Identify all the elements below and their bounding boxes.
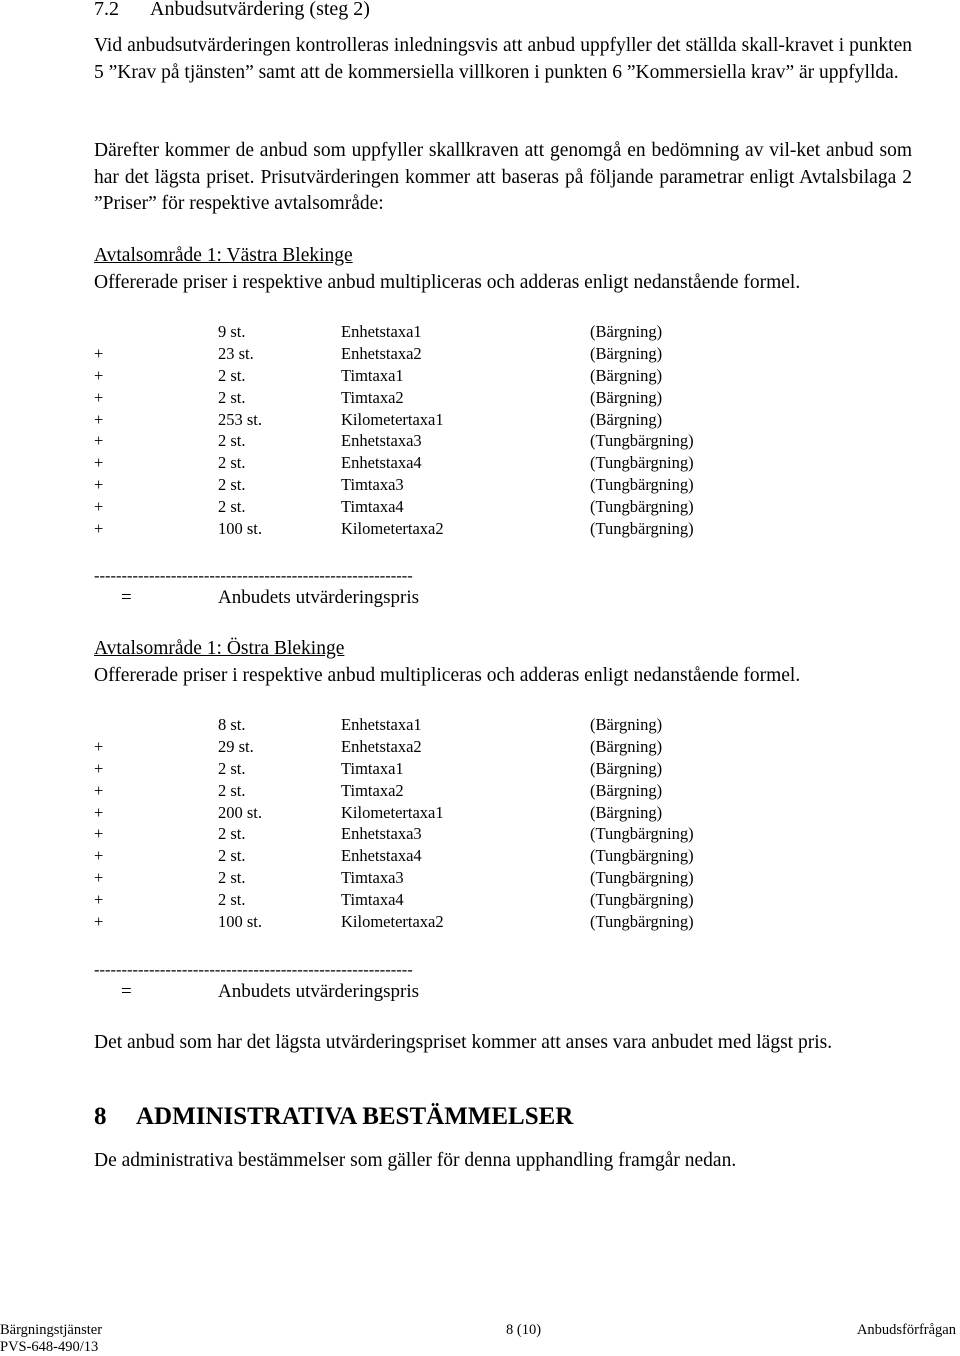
formula-quantity: 9 st. [218,322,246,341]
formula-quantity: 29 st. [218,736,254,756]
formula-rate-type: (Tungbärgning) [590,519,694,539]
formula-operator: + [94,409,104,429]
formula-rate-type: (Bärgning) [590,802,663,822]
footer-right: Anbudsförfrågan [856,1322,956,1338]
formula-rate-name: Kilometertaxa1 [341,802,444,822]
formula-quantity: 200 st. [218,802,263,822]
formula-rate-type: (Tungbärgning) [590,824,694,844]
area1-divider: ---------------------------------------------------------- [94,566,413,585]
formula-operator: + [94,365,104,385]
formula-rate-type: (Tungbärgning) [590,453,694,473]
formula-row [94,824,794,846]
conclusion-paragraph: Det anbud som har det lägsta utvärderingspriset kommer att anses vara anbudet med lägst pris. [94,1032,833,1053]
formula-row [94,453,794,475]
area2-description: Offererade priser i respektive anbud multipliceras och adderas enligt nedanstående formel. [94,665,801,686]
formula-operator: + [94,890,104,910]
section-title: Anbudsutvärdering (steg 2) [150,0,370,20]
formula-row [94,475,794,497]
formula-rate-type: (Bärgning) [590,343,663,363]
formula-operator: + [94,736,104,756]
formula-rate-name: Timtaxa4 [341,497,404,517]
formula-rate-name: Enhetstaxa2 [341,343,422,363]
formula-row [94,737,794,759]
formula-rate-name: Enhetstaxa1 [341,322,422,341]
formula-row [94,410,794,432]
formula-row [94,497,794,519]
formula-quantity: 2 st. [218,824,246,844]
footer-left: Bärgningstjänster [0,1322,103,1338]
formula-rate-type: (Tungbärgning) [590,497,694,517]
formula-operator: + [94,846,104,866]
formula-row [94,388,794,410]
formula-rate-type: (Bärgning) [590,780,663,800]
formula-operator: + [94,387,104,407]
formula-operator: + [94,802,104,822]
formula-rate-name: Kilometertaxa2 [341,912,444,932]
formula-rate-name: Enhetstaxa2 [341,736,422,756]
formula-row [94,715,794,737]
formula-row [94,759,794,781]
formula-row [94,322,794,344]
formula-row [94,846,794,868]
formula-rate-name: Timtaxa2 [341,387,404,407]
formula-quantity: 2 st. [218,868,246,888]
formula-operator: + [94,519,104,539]
formula-operator: + [94,453,104,473]
formula-rate-type: (Tungbärgning) [590,890,694,910]
formula-rate-name: Timtaxa4 [341,890,404,910]
formula-row [94,781,794,803]
formula-quantity: 2 st. [218,890,246,910]
area1-result-equals: = [121,587,132,608]
formula-rate-type: (Bärgning) [590,365,663,385]
footer-reference: PVS-648-490/13 [0,1339,99,1355]
formula-rate-name: Timtaxa3 [341,475,404,495]
formula-rate-type: (Bärgning) [590,322,663,341]
formula-quantity: 2 st. [218,365,246,385]
formula-quantity: 2 st. [218,758,246,778]
formula-quantity: 100 st. [218,912,263,932]
formula-operator: + [94,758,104,778]
formula-operator: + [94,912,104,932]
formula-quantity: 2 st. [218,387,246,407]
formula-quantity: 2 st. [218,780,246,800]
formula-row [94,366,794,388]
area2-divider: ---------------------------------------------------------- [94,960,413,979]
formula-quantity: 8 st. [218,715,246,734]
formula-rate-type: (Bärgning) [590,715,663,734]
formula-quantity: 2 st. [218,846,246,866]
area2-result-text: Anbudets utvärderingspris [218,981,420,1002]
formula-operator: + [94,343,104,363]
formula-rate-type: (Bärgning) [590,758,663,778]
area1-formula [94,322,794,541]
formula-rate-name: Enhetstaxa3 [341,824,422,844]
formula-operator: + [94,868,104,888]
formula-row [94,344,794,366]
area1-result-text: Anbudets utvärderingspris [218,587,420,608]
formula-rate-type: (Bärgning) [590,409,663,429]
formula-operator: + [94,824,104,844]
formula-quantity: 2 st. [218,431,246,451]
formula-quantity: 2 st. [218,497,246,517]
area2-title: Avtalsområde 1: Östra Blekinge [94,638,345,659]
formula-rate-name: Timtaxa3 [341,868,404,888]
intro-paragraph-1: Vid anbudsutvärderingen kontrolleras inledningsvis att anbud uppfyller det ställda skall-kravet i punkten 5 ”Krav på tjänsten” samt att de kommersiella villkoren i punkten 6 ”Kommersiella krav” är uppfyllda. [94,35,912,83]
formula-rate-name: Enhetstaxa4 [341,453,422,473]
formula-rate-type: (Tungbärgning) [590,475,694,495]
formula-row [94,912,794,934]
chapter-number: 8 [94,1103,107,1130]
formula-quantity: 23 st. [218,343,254,363]
formula-rate-name: Kilometertaxa2 [341,519,444,539]
formula-rate-name: Timtaxa2 [341,780,404,800]
formula-quantity: 100 st. [218,519,263,539]
formula-row [94,868,794,890]
formula-row [94,431,794,453]
formula-quantity: 2 st. [218,453,246,473]
chapter-intro: De administrativa bestämmelser som gäller för denna upphandling framgår nedan. [94,1150,737,1171]
formula-operator: + [94,475,104,495]
area1-description: Offererade priser i respektive anbud multipliceras och adderas enligt nedanstående formel. [94,272,801,293]
formula-quantity: 253 st. [218,409,263,429]
formula-rate-name: Enhetstaxa3 [341,431,422,451]
formula-rate-type: (Tungbärgning) [590,912,694,932]
intro-paragraph-2: Därefter kommer de anbud som uppfyller skallkraven att genomgå en bedömning av vil-ket anbud som har det lägsta priset. Prisutvärderingen kommer att baseras på följande parametrar enligt Avtalsbilaga 2 ”Priser” för respektive avtalsområde: [94,140,912,214]
section-number: 7.2 [94,0,119,20]
formula-row [94,890,794,912]
formula-operator: + [94,780,104,800]
formula-row [94,803,794,825]
area2-result-equals: = [121,981,132,1002]
formula-operator: + [94,497,104,517]
formula-rate-name: Kilometertaxa1 [341,409,444,429]
formula-rate-type: (Tungbärgning) [590,431,694,451]
formula-rate-type: (Tungbärgning) [590,868,694,888]
chapter-title: ADMINISTRATIVA BESTÄMMELSER [136,1103,574,1130]
formula-rate-name: Enhetstaxa1 [341,715,422,734]
formula-rate-type: (Bärgning) [590,387,663,407]
formula-quantity: 2 st. [218,475,246,495]
formula-row [94,519,794,541]
formula-operator: + [94,431,104,451]
area1-title: Avtalsområde 1: Västra Blekinge [94,245,353,266]
footer-page-number: 8 (10) [506,1322,542,1338]
formula-rate-name: Timtaxa1 [341,365,404,385]
formula-rate-type: (Tungbärgning) [590,846,694,866]
formula-rate-name: Timtaxa1 [341,758,404,778]
formula-rate-type: (Bärgning) [590,736,663,756]
area2-formula [94,715,794,934]
formula-rate-name: Enhetstaxa4 [341,846,422,866]
